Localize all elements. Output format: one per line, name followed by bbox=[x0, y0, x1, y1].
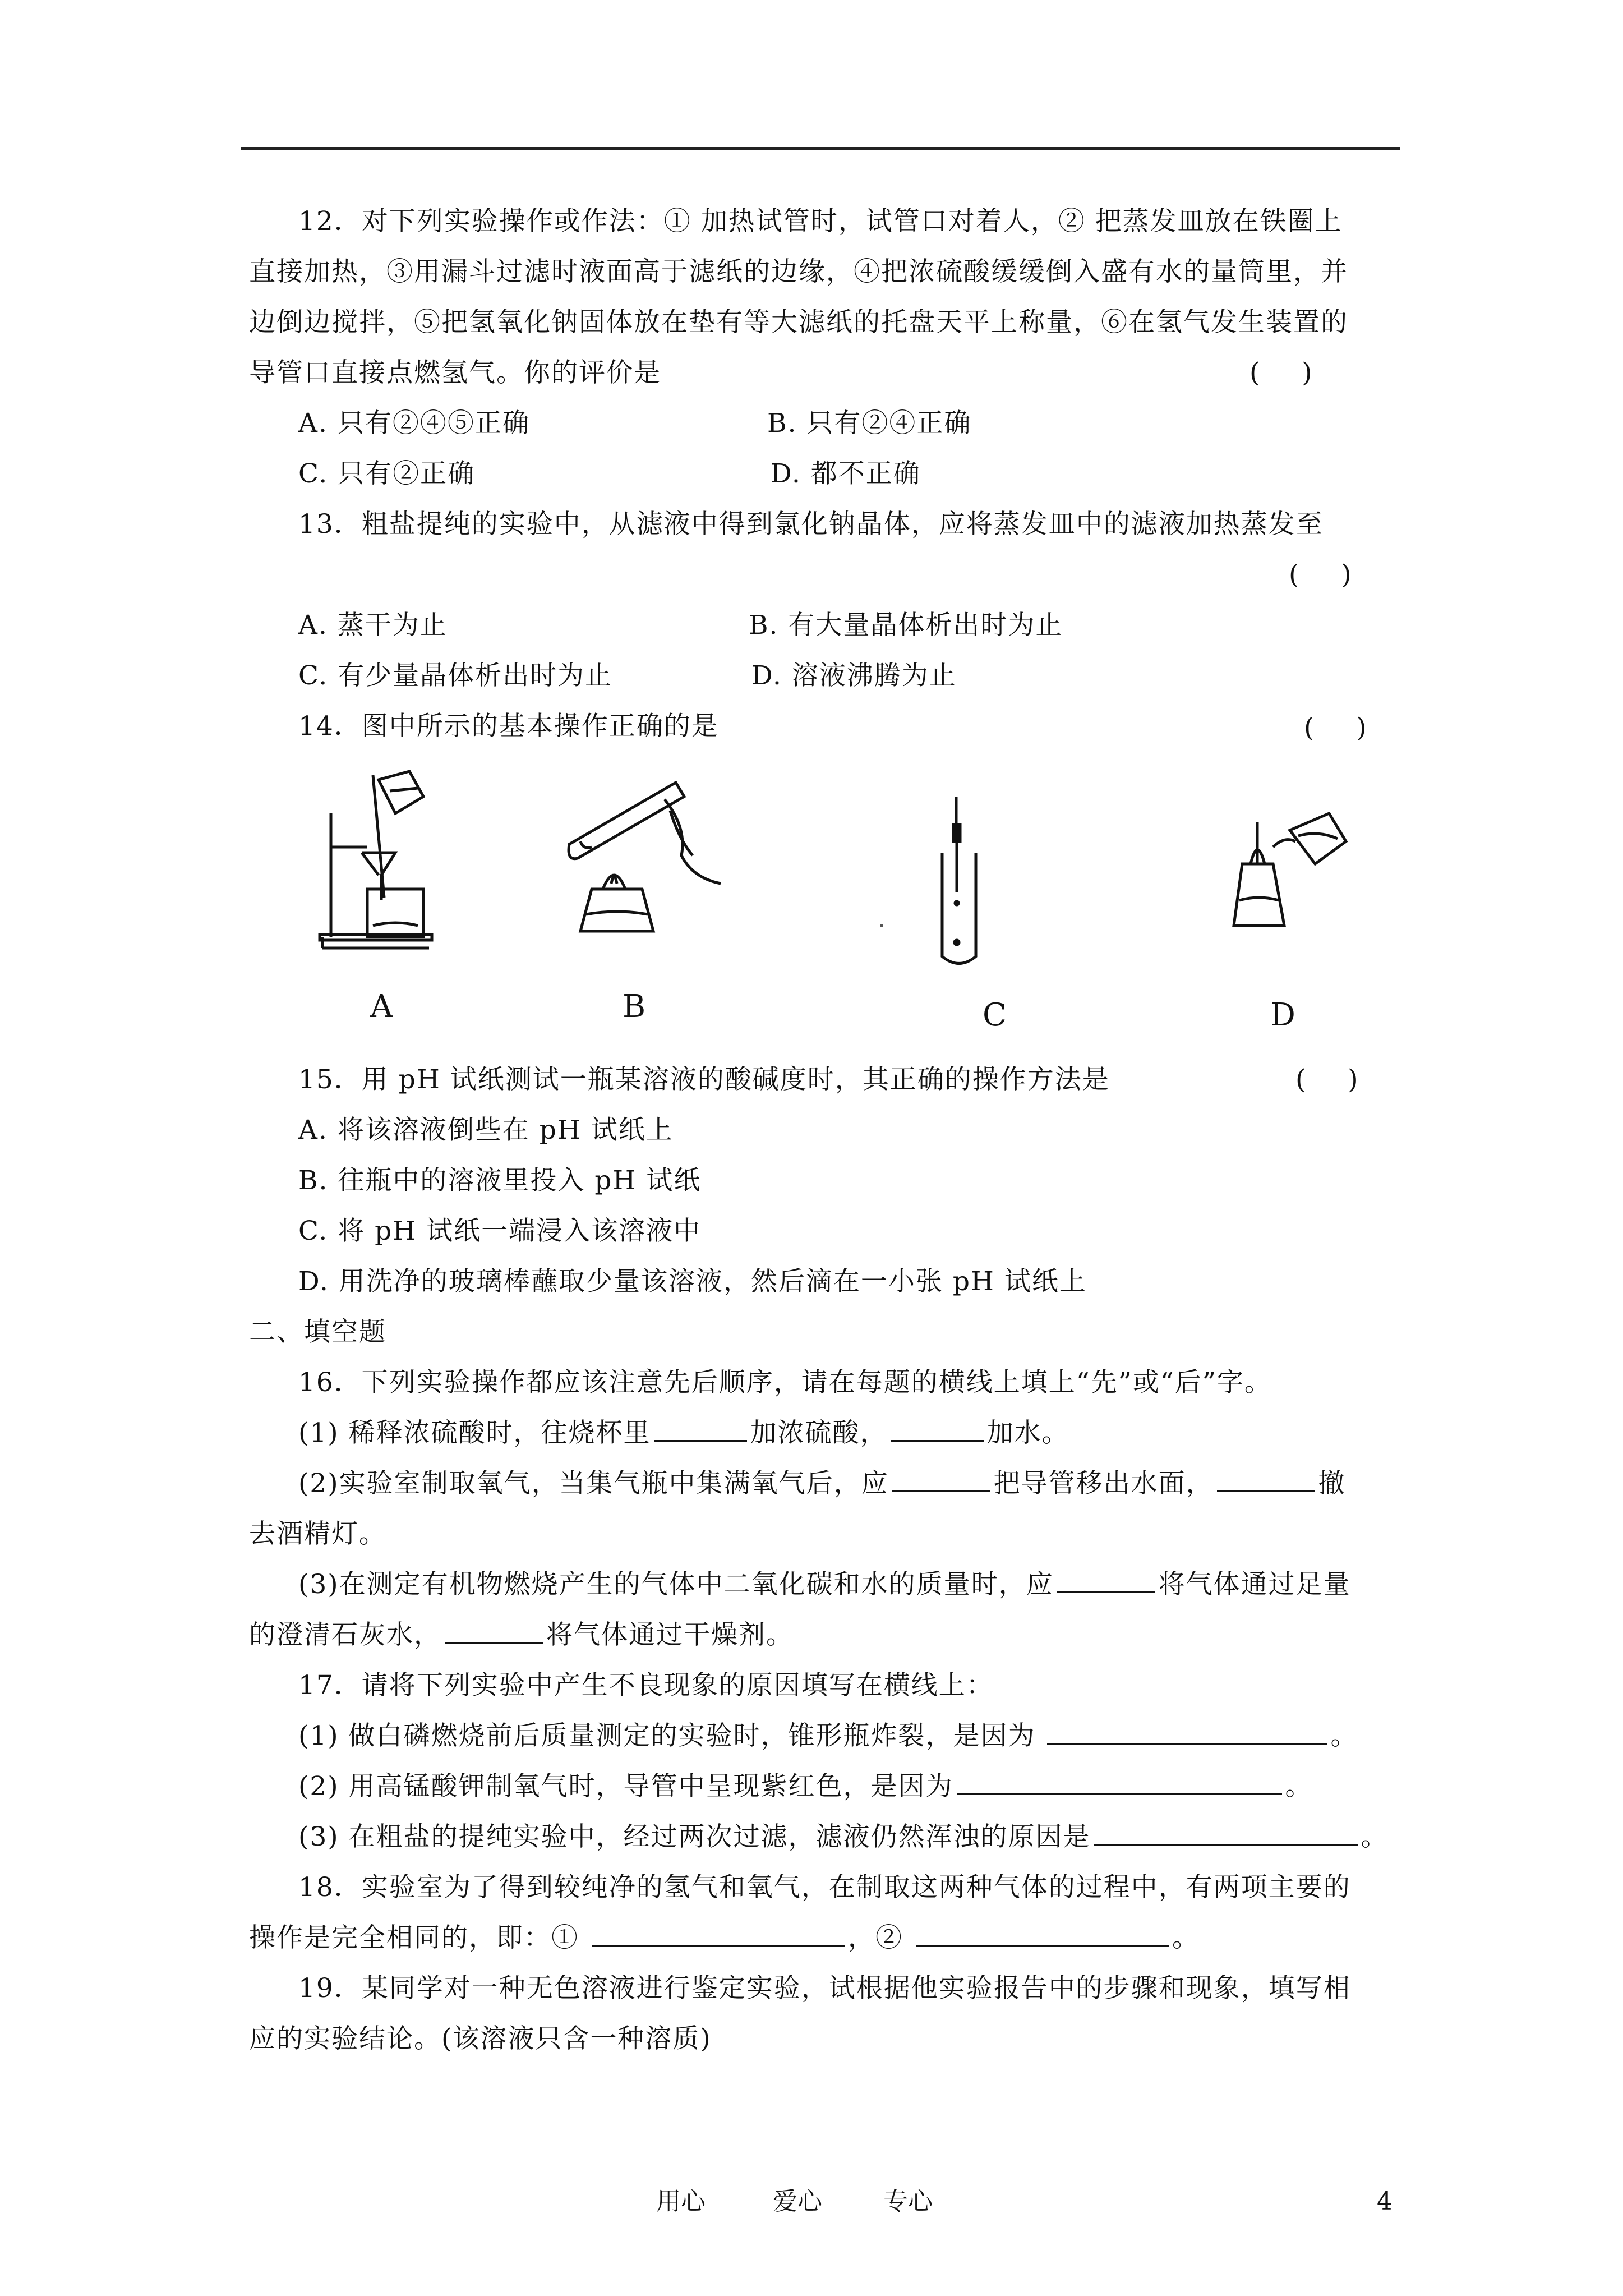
q12-option-b: B. 只有②④正确 bbox=[767, 408, 972, 439]
q15-option-d: D. 用洗净的玻璃棒蘸取少量该溶液，然后滴在一小张 pH 试纸上 bbox=[298, 1266, 1087, 1297]
q18-blank-1[interactable] bbox=[592, 1922, 845, 1947]
q16-p3-text-b: 将气体通过足量 bbox=[1158, 1569, 1351, 1600]
figure-label-d: D bbox=[1270, 997, 1295, 1033]
q16-p3-text-d: 将气体通过干燥剂。 bbox=[546, 1619, 794, 1650]
q13-option-c: C. 有少量晶体析出时为止 bbox=[298, 660, 613, 691]
q17-part-2 bbox=[298, 1770, 1313, 1803]
q16-p1-text-b: 加浓硫酸， bbox=[750, 1418, 888, 1448]
section-title-fill-in: 二、填空题 bbox=[249, 1317, 386, 1347]
q12-line-4: 导管口直接点燃氢气。你的评价是 bbox=[249, 357, 661, 388]
q16-part-3-cont bbox=[249, 1618, 794, 1652]
q14-answer-paren: ( ) bbox=[1304, 712, 1384, 743]
footer-left: 用心 bbox=[656, 2187, 706, 2216]
header-rule bbox=[241, 147, 1400, 150]
q17-p1-text-b: 。 bbox=[1330, 1720, 1358, 1751]
q17-p1-text-a: (1) 做白磷燃烧前后质量测定的实验时，锥形瓶炸裂，是因为 bbox=[298, 1720, 1036, 1751]
q13-option-d: D. 溶液沸腾为止 bbox=[751, 660, 957, 691]
q16-p3-text-a: (3)在测定有机物燃烧产生的气体中二氧化碳和水的质量时，应 bbox=[298, 1569, 1054, 1600]
figure-label-a: A bbox=[370, 988, 393, 1025]
q18-text-b: ，② bbox=[848, 1922, 903, 1953]
q17-p2-blank[interactable] bbox=[957, 1771, 1282, 1795]
q12-line-2: 直接加热，③用漏斗过滤时液面高于滤纸的边缘，④把浓硫酸缓缓倒入盛有水的量筒里，并 bbox=[249, 256, 1348, 287]
q13-answer-paren: ( ) bbox=[1289, 559, 1368, 590]
q16-p1-blank-1[interactable] bbox=[654, 1418, 747, 1442]
figure-label-b: B bbox=[623, 988, 646, 1025]
q13-line-1: 13．粗盐提纯的实验中，从滤液中得到氯化钠晶体，应将蒸发皿中的滤液加热蒸发至 bbox=[298, 509, 1324, 540]
figure-filtration-apparatus bbox=[306, 769, 440, 954]
q17-p3-text-a: (3) 在粗盐的提纯实验中，经过两次过滤，滤液仍然浑浊的原因是 bbox=[298, 1821, 1091, 1852]
q16-p1-text-c: 加水。 bbox=[986, 1418, 1069, 1448]
q16-p2-text-b: 把导管移出水面， bbox=[993, 1468, 1214, 1499]
q16-p2-blank-2[interactable] bbox=[1217, 1468, 1315, 1492]
q17-part-3 bbox=[298, 1820, 1389, 1854]
q15-option-b: B. 往瓶中的溶液里投入 pH 试纸 bbox=[298, 1165, 702, 1196]
q16-part-2 bbox=[298, 1467, 1346, 1501]
q13-option-b: B. 有大量晶体析出时为止 bbox=[749, 610, 1063, 641]
figure-heating-test-tube bbox=[558, 777, 732, 945]
q12-option-d: D. 都不正确 bbox=[771, 458, 921, 489]
q18-line-1: 18．实验室为了得到较纯净的氢气和氧气，在制取这两种气体的过程中，有两项主要的 bbox=[298, 1872, 1351, 1903]
q19-line-1: 19．某同学对一种无色溶液进行鉴定实验，试根据他实验报告中的步骤和现象，填写相 bbox=[298, 1973, 1351, 2004]
q17-part-1 bbox=[298, 1719, 1358, 1753]
q16-part-3 bbox=[298, 1568, 1351, 1602]
q12-line-3: 边倒边搅拌，⑤把氢氧化钠固体放在垫有等大滤纸的托盘天平上称量，⑥在氢气发生装置的 bbox=[249, 307, 1348, 338]
q17-p3-blank[interactable] bbox=[1094, 1821, 1358, 1846]
q18-blank-2[interactable] bbox=[916, 1922, 1169, 1947]
page-number: 4 bbox=[1377, 2187, 1393, 2216]
q15-option-a: A. 将该溶液倒些在 pH 试纸上 bbox=[298, 1115, 674, 1145]
q17-p3-text-b: 。 bbox=[1361, 1821, 1389, 1852]
stray-dot bbox=[880, 924, 883, 927]
q18-line-2 bbox=[249, 1921, 1200, 1955]
q16-p2-text-c: 撤 bbox=[1318, 1468, 1346, 1499]
q18-text-c: 。 bbox=[1172, 1922, 1200, 1953]
footer-right: 专心 bbox=[883, 2187, 933, 2216]
q15-answer-paren: ( ) bbox=[1295, 1064, 1375, 1095]
q16-p2-text-a: (2)实验室制取氧气，当集气瓶中集满氧气后，应 bbox=[298, 1468, 889, 1499]
figure-label-c: C bbox=[983, 997, 1007, 1033]
q17-line-1: 17．请将下列实验中产生不良现象的原因填写在横线上： bbox=[298, 1670, 994, 1701]
q16-p2-text-d: 去酒精灯。 bbox=[249, 1519, 386, 1549]
q12-line-1: 12．对下列实验操作或作法：① 加热试管时，试管口对着人，② 把蒸发皿放在铁圈上 bbox=[298, 206, 1343, 237]
q19-line-2: 应的实验结论。(该溶液只含一种溶质) bbox=[249, 2023, 712, 2054]
q17-p2-text-a: (2) 用高锰酸钾制氧气时，导管中呈现紫红色，是因为 bbox=[298, 1771, 953, 1802]
q15-line-1: 15．用 pH 试纸测试一瓶某溶液的酸碱度时，其正确的操作方法是 bbox=[298, 1064, 1110, 1095]
q16-p3-blank-2[interactable] bbox=[445, 1619, 543, 1644]
q16-p1-blank-2[interactable] bbox=[891, 1418, 984, 1442]
q17-p2-text-b: 。 bbox=[1285, 1771, 1313, 1802]
q16-line-1: 16．下列实验操作都应该注意先后顺序，请在每题的横线上填上“先”或“后”字。 bbox=[298, 1367, 1272, 1398]
q16-p2-blank-1[interactable] bbox=[892, 1468, 990, 1492]
q13-option-a: A. 蒸干为止 bbox=[298, 610, 448, 641]
q16-p3-blank-1[interactable] bbox=[1057, 1569, 1155, 1593]
q16-p1-text-a: (1) 稀释浓硫酸时，往烧杯里 bbox=[298, 1418, 651, 1448]
q15-option-c: C. 将 pH 试纸一端浸入该溶液中 bbox=[298, 1216, 702, 1246]
figure-dropper-test-tube bbox=[931, 791, 987, 970]
q16-part-1 bbox=[298, 1416, 1069, 1450]
q12-option-a: A. 只有②④⑤正确 bbox=[298, 408, 530, 439]
q16-p3-text-c: 的澄清石灰水， bbox=[249, 1619, 441, 1650]
q12-answer-paren: ( ) bbox=[1249, 357, 1329, 388]
footer-mid: 爱心 bbox=[773, 2187, 822, 2216]
q12-option-c: C. 只有②正确 bbox=[298, 458, 476, 489]
q14-line-1: 14．图中所示的基本操作正确的是 bbox=[298, 711, 719, 742]
figure-alcohol-lamp bbox=[1223, 780, 1352, 942]
q17-p1-blank[interactable] bbox=[1047, 1720, 1327, 1745]
q18-text-a: 操作是完全相同的，即：① bbox=[249, 1922, 579, 1953]
